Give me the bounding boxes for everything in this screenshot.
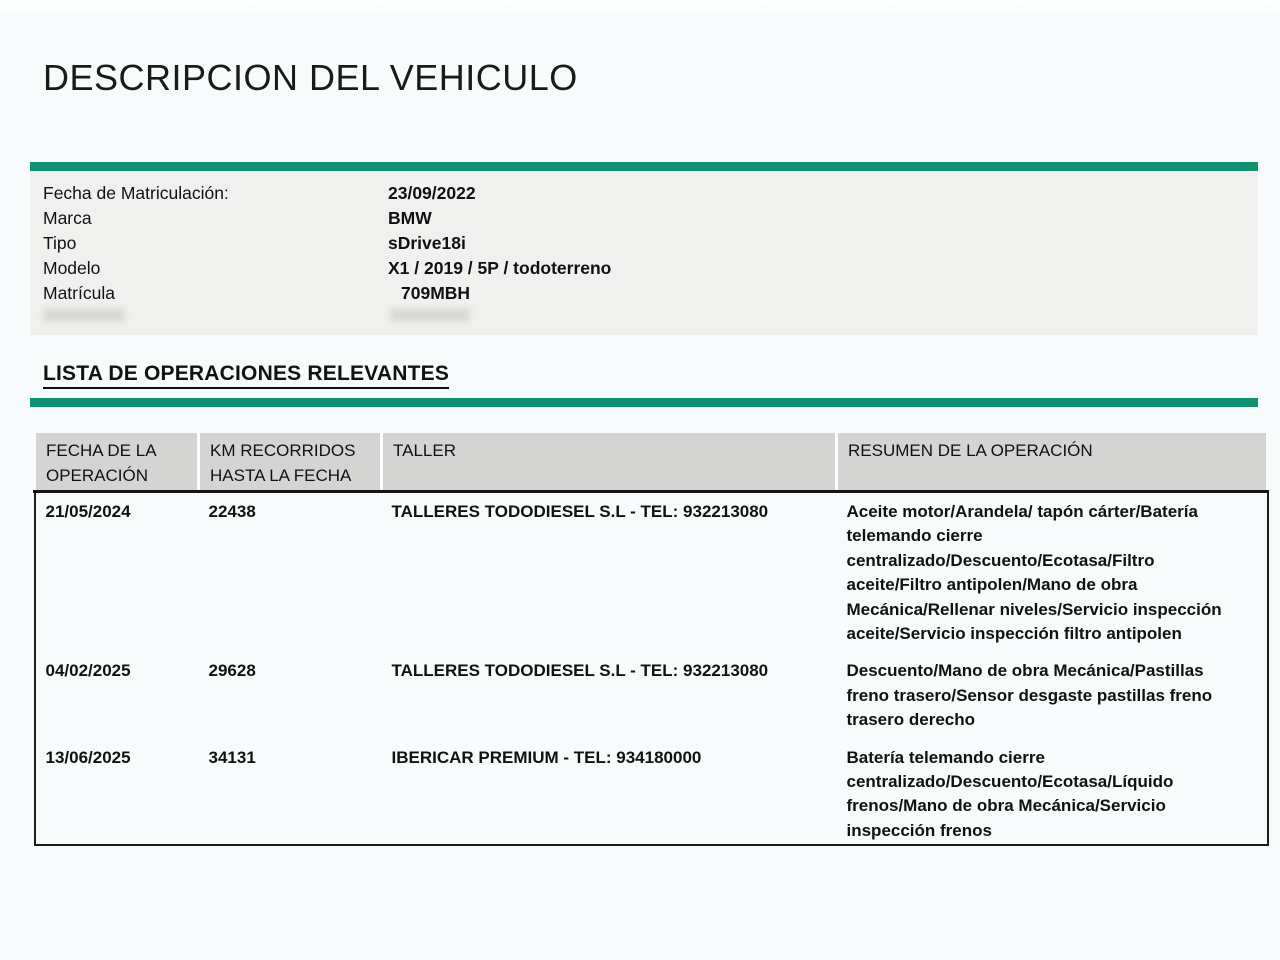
field-value: sDrive18i: [388, 233, 466, 253]
top-divider-bar: [30, 162, 1258, 171]
cell-taller: TALLERES TODODIESEL S.L - TEL: 932213080: [391, 661, 769, 681]
info-row-fecha-matriculacion: [43, 181, 1258, 206]
operations-table-body: [35, 492, 1268, 846]
header-resumen: RESUMEN DE LA OPERACIÓN: [837, 432, 1268, 492]
cell-fecha: 04/02/2025: [45, 661, 131, 681]
mid-divider-bar: [30, 398, 1258, 407]
cell-taller: TALLERES TODODIESEL S.L - TEL: 932213080: [391, 502, 769, 521]
field-value: BMW: [388, 208, 432, 228]
page-title: DESCRIPCION DEL VEHICULO: [43, 57, 578, 98]
field-value: 23/09/2022: [388, 183, 476, 203]
table-row: [35, 492, 1268, 653]
info-row-modelo: [43, 256, 1258, 281]
field-value: X1 / 2019 / 5P / todoterreno: [388, 258, 612, 278]
operations-section-heading: [43, 361, 1280, 386]
field-label: Tipo: [43, 233, 77, 253]
cell-km: 22438: [208, 502, 256, 521]
cell-resumen: Descuento/Mano de obra Mecánica/Pastillas freno trasero/Sensor desgaste pastillas freno trasero derecho: [846, 661, 1213, 730]
field-label: Matrícula: [43, 283, 115, 303]
header-taller: TALLER: [382, 432, 837, 492]
table-row: [35, 652, 1268, 738]
header-row: [35, 432, 1268, 492]
info-row-matricula: [43, 281, 1258, 306]
operations-heading-text: LISTA DE OPERACIONES RELEVANTES: [43, 362, 449, 389]
vehicle-info-box: [30, 171, 1258, 335]
cell-resumen: Batería telemando cierre centralizado/Descuento/Ecotasa/Líquido frenos/Mano de obra Mecánica/Servicio inspección frenos: [846, 747, 1174, 840]
info-row-redacted: [43, 308, 1258, 326]
table-row: [35, 739, 1268, 846]
cell-resumen: Aceite motor/Arandela/ tapón cárter/Batería telemando cierre centralizado/Descuento/Ecotasa/Filtro aceite/Filtro antipolen/Mano de obra Mecánica/Rellenar niveles/Servicio inspección aceite/Servicio inspección filtro antipolen: [846, 502, 1222, 644]
field-label: Modelo: [43, 258, 101, 278]
operations-table-header: [35, 432, 1268, 492]
info-row-marca: [43, 206, 1258, 231]
cell-km: 29628: [208, 661, 256, 681]
info-row-tipo: [43, 231, 1258, 256]
cell-fecha: 13/06/2025: [45, 747, 131, 767]
redacted-value-blur: [390, 308, 470, 322]
field-value: 709MBH: [401, 283, 471, 303]
field-label: Marca: [43, 208, 92, 228]
cell-km: 34131: [208, 747, 256, 767]
header-fecha-operacion: FECHA DE LA OPERACIÓN: [35, 432, 199, 492]
field-label: Fecha de Matriculación:: [43, 183, 229, 203]
operations-table: [33, 430, 1269, 846]
cell-fecha: 21/05/2024: [45, 502, 131, 521]
cell-taller: IBERICAR PREMIUM - TEL: 934180000: [391, 747, 702, 767]
redacted-label-blur: [43, 308, 125, 322]
header-km-recorridos: KM RECORRIDOS HASTA LA FECHA: [199, 432, 382, 492]
